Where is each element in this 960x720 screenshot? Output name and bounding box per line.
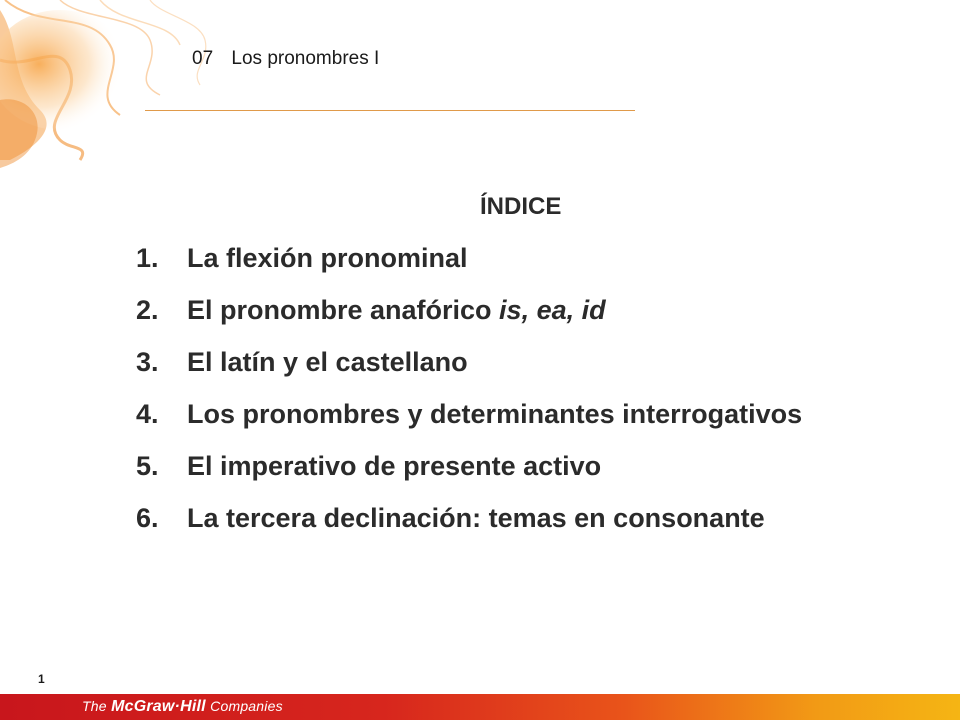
toc-item-text: El latín y el castellano [187,347,468,377]
table-of-contents [136,240,802,552]
page-number: 1 [38,672,45,686]
toc-item-text: El pronombre anafórico [187,295,500,325]
toc-item-italic-text: is, ea, id [499,295,606,325]
toc-item-number: 6. [136,503,159,533]
orange-smoke-decoration [0,0,220,170]
toc-item [136,448,802,500]
brand-the: The [82,698,107,714]
footer-bar [0,694,960,720]
chapter-number: 07 [192,48,214,69]
chapter-title: Los pronombres I [231,48,380,69]
toc-item-text: El imperativo de presente activo [187,451,602,481]
index-title: ÍNDICE [480,193,562,220]
toc-item-number: 2. [136,295,159,325]
brand-companies: Companies [210,698,283,714]
toc-item [136,240,802,292]
header-divider [145,110,635,111]
toc-item-number: 3. [136,347,159,377]
toc-item-text: La flexión pronominal [187,243,468,273]
toc-item [136,396,802,448]
toc-item-number: 4. [136,399,159,429]
toc-item-number: 1. [136,243,159,273]
toc-item [136,500,802,552]
toc-item-text: Los pronombres y determinantes interrogativos [187,399,803,429]
publisher-logo [82,698,283,716]
toc-item-text: La tercera declinación: temas en consonante [187,503,765,533]
chapter-header [192,48,379,70]
brand-name: McGraw·Hill [111,698,206,715]
toc-item [136,292,802,344]
toc-item-number: 5. [136,451,159,481]
toc-item [136,344,802,396]
